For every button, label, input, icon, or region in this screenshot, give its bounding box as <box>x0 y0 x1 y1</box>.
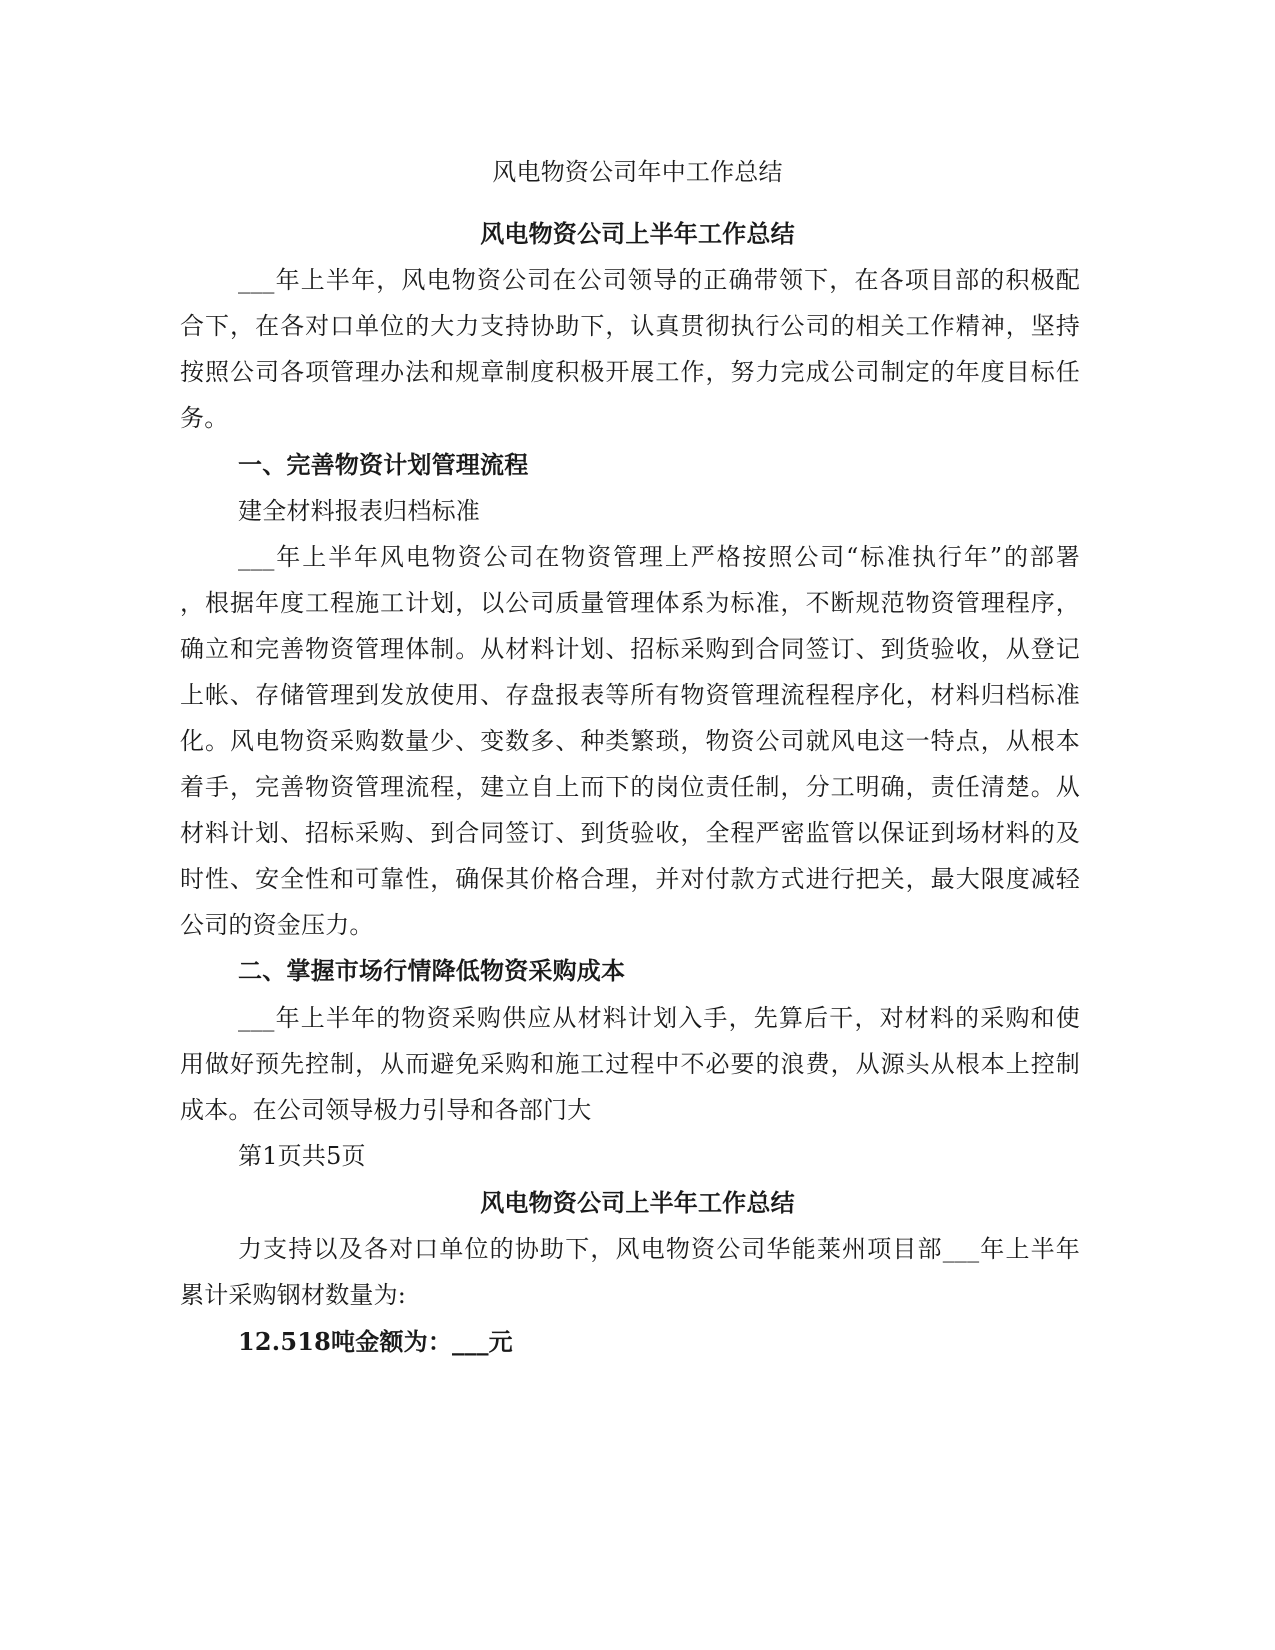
para2-line-2: 用做好预先控制，从而避免采购和施工过程中不必要的浪费，从源头从根本上控制 <box>180 1050 1080 1078</box>
para1-line-8: 时性、安全性和可靠性，确保其价格合理，并对付款方式进行把关，最大限度减轻 <box>180 865 1080 893</box>
intro-line-2: 合下，在各对口单位的大力支持协助下，认真贯彻执行公司的相关工作精神，坚持 <box>180 312 1080 340</box>
para1-line-3: 确立和完善物资管理体制。从材料计划、招标采购到合同签订、到货验收，从登记 <box>180 635 1080 663</box>
heading-1: 一、完善物资计划管理流程 <box>238 450 529 479</box>
main-title: 风电物资公司年中工作总结 <box>492 158 783 186</box>
amount-line: 12.518吨金额为：___元 <box>238 1327 513 1356</box>
para1-line-5: 化。风电物资采购数量少、变数多、种类繁琐，物资公司就风电这一特点，从根本 <box>180 727 1080 755</box>
para1-line-9: 公司的资金压力。 <box>180 911 374 939</box>
subheading-1: 建全材料报表归档标准 <box>238 497 480 525</box>
para1-line-2: ，根据年度工程施工计划，以公司质量管理体系为标准，不断规范物资管理程序， <box>180 589 1080 617</box>
heading-2: 二、掌握市场行情降低物资采购成本 <box>238 956 626 985</box>
page-number: 第1页共5页 <box>238 1142 366 1170</box>
intro-line-3: 按照公司各项管理办法和规章制度积极开展工作，努力完成公司制定的年度目标任 <box>180 358 1080 386</box>
para3-line-1: 力支持以及各对口单位的协助下，风电物资公司华能莱州项目部___年上半年 <box>238 1235 1080 1263</box>
para2-line-1: ___年上半年的物资采购供应从材料计划入手，先算后干，对材料的采购和使 <box>238 1004 1080 1032</box>
para1-line-1: ___年上半年风电物资公司在物资管理上严格按照公司“标准执行年”的部署 <box>238 543 1080 571</box>
para3-line-2: 累计采购钢材数量为: <box>180 1281 407 1309</box>
intro-line-4: 务。 <box>180 404 229 432</box>
para1-line-7: 材料计划、招标采购、到合同签订、到货验收，全程严密监管以保证到场材料的及 <box>180 819 1080 847</box>
para2-line-3: 成本。在公司领导极力引导和各部门大 <box>180 1096 592 1124</box>
para1-line-6: 着手，完善物资管理流程，建立自上而下的岗位责任制，分工明确，责任清楚。从 <box>180 773 1080 801</box>
section-title: 风电物资公司上半年工作总结 <box>480 219 795 248</box>
intro-line-1: ___年上半年，风电物资公司在公司领导的正确带领下，在各项目部的积极配 <box>238 266 1080 294</box>
para1-line-4: 上帐、存储管理到发放使用、存盘报表等所有物资管理流程程序化，材料归档标准 <box>180 681 1080 709</box>
section-title-repeat: 风电物资公司上半年工作总结 <box>480 1188 795 1217</box>
